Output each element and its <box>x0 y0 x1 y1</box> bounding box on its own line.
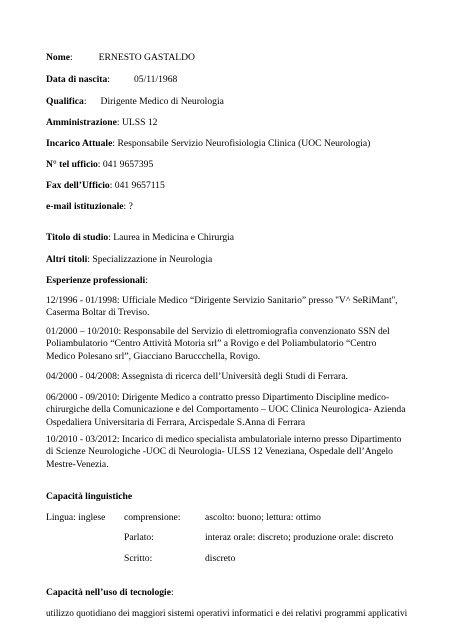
experience-item: 01/2000 – 10/2010: Responsabile del Servizio di elettromiografia convenzionato SSN del Poliambulatorio “Centro Attività Motoria srl” a Rovigo e del Poliambulatorio “Centro Medico Polesano srl”, Giacciano Baruccchella, Rovigo. <box>46 326 390 362</box>
parlato-value: interaz orale: discreto; produzione orale: discreto <box>205 532 394 543</box>
nome-label: Nome <box>46 52 70 63</box>
incarico-row: Incarico Attuale: Responsabile Servizio Neurofisiologia Clinica (UOC Neurologia) <box>46 138 371 149</box>
titolo-label: Titolo di studio <box>46 232 109 243</box>
email-label: e-mail istituzionale <box>46 201 124 212</box>
tel-label: N° tel ufficio <box>46 159 98 170</box>
qualifica-row: Qualifica: Dirigente Medico di Neurologia <box>46 96 224 107</box>
amministrazione-label: Amministrazione <box>46 117 117 128</box>
experience-item: 04/2000 - 04/2008: Assegnista di ricerca dell’Università degli Studi di Ferrara. <box>46 371 348 382</box>
incarico-label: Incarico Attuale <box>46 138 113 149</box>
tel-row: N° tel ufficio: 041 9657395 <box>46 159 154 170</box>
amministrazione-value: ULSS 12 <box>121 117 158 128</box>
altri-row: Altri titoli: Specializzazione in Neurologia <box>46 254 213 265</box>
nascita-value: 05/11/1968 <box>133 74 178 85</box>
experience-item: 12/1996 - 01/1998: Ufficiale Medico “Dirigente Servizio Sanitario” presso ''V^ SeRiMant'', Caserma Boltar di Treviso. <box>46 295 398 319</box>
tech-row: Capacità nell’uso di tecnologie: <box>46 587 174 598</box>
fax-value: 041 9657115 <box>114 180 165 191</box>
tech-value: utilizzo quotidiano dei maggiori sistemi operativi informatici e dei relativi programmi applicativi <box>46 609 408 619</box>
fax-row: Fax dell’Ufficio: 041 9657115 <box>46 180 165 191</box>
nascita-row: Data di nascita: 05/11/1968 <box>46 74 178 85</box>
experience-item: 06/2000 - 09/2010: Dirigente Medico a contratto presso Dipartimento Discipline medico-chirurgiche della Comunicazione e del Comportamento – UOC Clinica Neurologica- Azienda Ospedaliera Universitaria di Ferrara, Arcispedale S.Anna di Ferrara <box>46 392 406 428</box>
qualifica-value: Dirigente Medico di Neurologia <box>100 96 224 107</box>
altri-label: Altri titoli <box>46 254 88 265</box>
email-value: ? <box>128 201 133 212</box>
experience-item: 10/2010 - 03/2012: Incarico di medico specialista ambulatoriale interno presso Dipartimento di Scienze Neurologiche -UOC di Neurologia- ULSS 12 Veneziana, Ospedale dell’Angelo Mestre-Venezia. <box>46 434 402 470</box>
fax-label: Fax dell’Ufficio <box>46 180 110 191</box>
scritto-label: Scritto: <box>124 553 153 564</box>
nome-value: ERNESTO GASTALDO <box>98 52 195 63</box>
parlato-label: Parlato: <box>124 532 154 543</box>
altri-value: Specializzazione in Neurologia <box>92 254 213 265</box>
titolo-value: Laurea in Medicina e Chirurgia <box>113 232 235 243</box>
incarico-value: Responsabile Servizio Neurofisiologia Clinica (UOC Neurologia) <box>117 138 371 149</box>
tel-value: 041 9657395 <box>102 159 154 170</box>
lingua-label: Lingua: inglese <box>46 512 106 523</box>
nome-row: Nome: ERNESTO GASTALDO <box>46 52 195 63</box>
nascita-label: Data di nascita <box>46 74 108 85</box>
comprensione-label: comprensione: <box>124 512 181 523</box>
qualifica-label: Qualifica <box>46 96 84 107</box>
languages-title: Capacità linguistiche <box>46 491 133 502</box>
comprensione-value: ascolto: buono; lettura: ottimo <box>205 512 321 523</box>
titolo-row: Titolo di studio: Laurea in Medicina e Chirurgia <box>46 232 235 243</box>
esperienze-label: Esperienze professionali <box>46 275 146 286</box>
amministrazione-row: Amministrazione: ULSS 12 <box>46 117 158 128</box>
tech-title: Capacità nell’uso di tecnologie <box>46 587 171 598</box>
scritto-value: discreto <box>205 553 236 564</box>
esperienze-row: Esperienze professionali: <box>46 275 148 286</box>
email-row: e-mail istituzionale: ? <box>46 201 133 212</box>
